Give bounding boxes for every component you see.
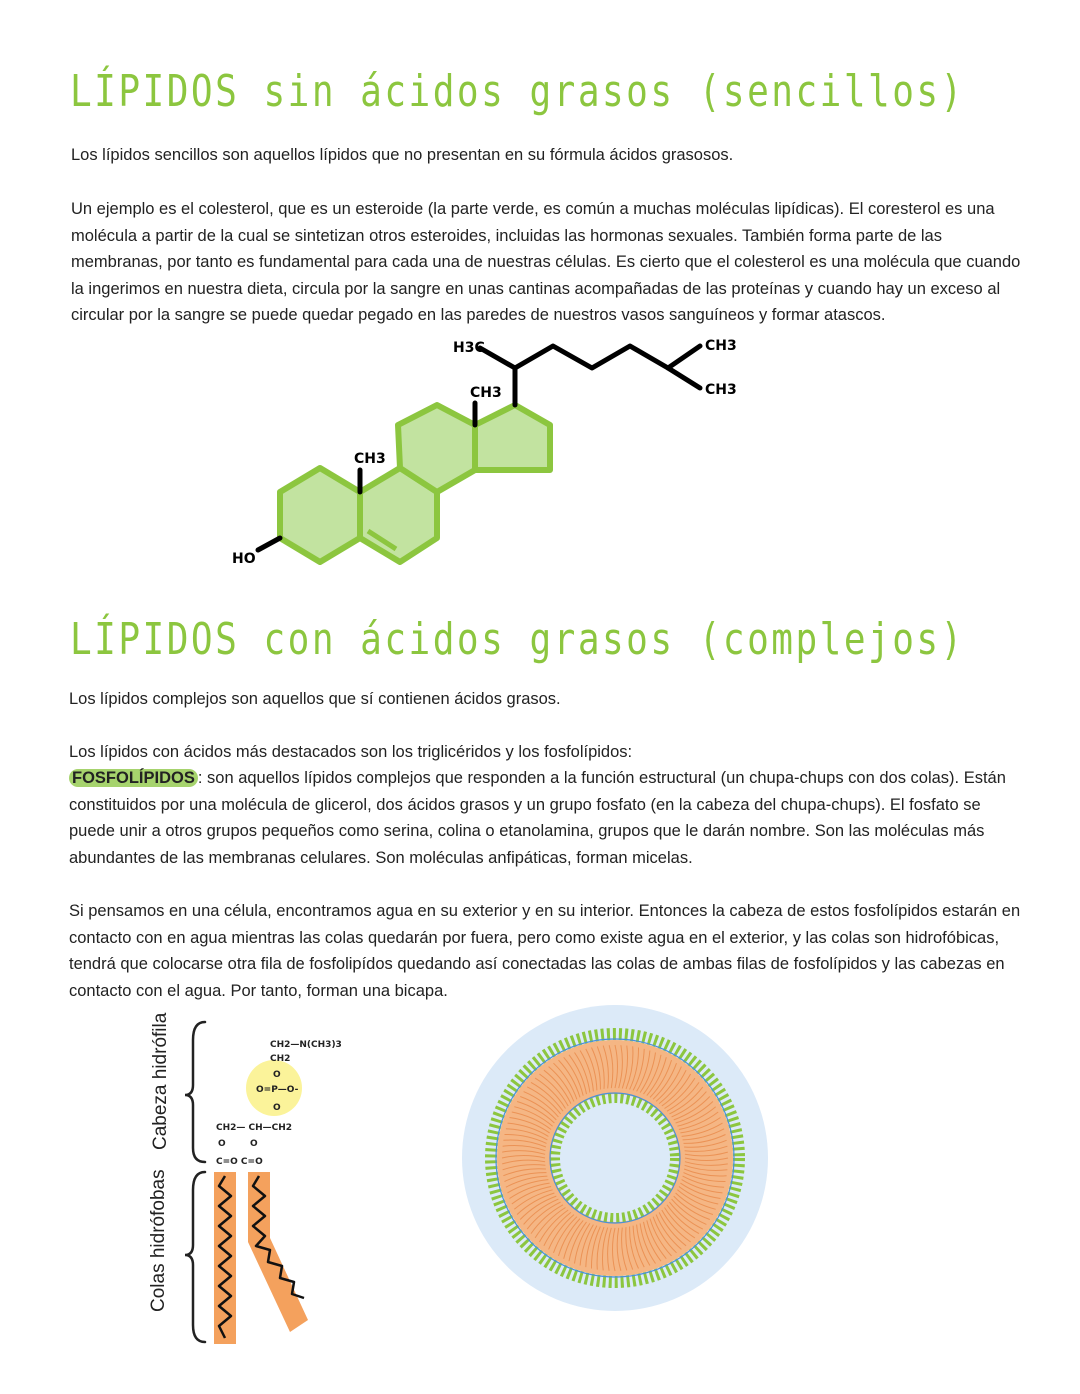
section2-bilayer-text: Si pensamos en una célula, encontramos agua en su exterior y en su interior. Entonces la cabeza de estos fosfolípidos estarán en contacto con en agua mientras las colas quedarán por fuera, pero como existe agua en el exterior, y las colas son hidrofóbicas, tendrá que colocarse otra fila de fosfolipídos quedando así conectadas las colas de ambas filas de fosfolípidos y las cabezas en contacto con el agua. Por tanto, forman una bicapa.	[69, 902, 1021, 1000]
ring-d	[475, 405, 550, 470]
label-h3c: H3C	[453, 340, 485, 356]
phospholipids-highlight: FOSFOLÍPIDOS	[69, 769, 198, 787]
label-ch3-c: CH3	[705, 338, 737, 354]
section2-lipids-list: Los lípidos con ácidos más destacados son los triglicéridos y los fosfolípidos:	[69, 743, 633, 761]
tail-2-band	[248, 1172, 308, 1332]
tail-1-band	[214, 1172, 236, 1344]
brace-tails	[185, 1172, 205, 1342]
formula-o4: O	[250, 1139, 258, 1149]
formula-o2: O	[273, 1103, 281, 1113]
formula-phosphate: O=P—O-	[256, 1085, 299, 1095]
formula-o1: O	[273, 1070, 281, 1080]
section1-title: LÍPIDOS sin ácidos grasos (sencillos)	[70, 66, 965, 117]
steroid-rings	[280, 405, 550, 562]
cholesterol-diagram	[0, 320, 1080, 590]
brace-head	[185, 1022, 205, 1162]
formula-o3: O	[218, 1139, 226, 1149]
label-ch3-b: CH3	[470, 385, 502, 401]
section2-intro: Los lípidos complejos son aquellos que sí contienen ácidos grasos.	[69, 690, 561, 708]
label-head-hydrophilic: Cabeza hidrófila	[150, 1012, 171, 1150]
formula-ch2: CH2	[270, 1054, 291, 1064]
label-tails-hydrophobic: Colas hidrófobas	[148, 1169, 169, 1312]
section2-title: LÍPIDOS con ácidos grasos (complejos)	[70, 614, 965, 665]
section1-intro: Los lípidos sencillos son aquellos lípidos que no presentan en su fórmula ácidos grasosos.	[71, 146, 734, 164]
bilayer-diagram	[460, 1003, 770, 1313]
label-ch3-a: CH3	[354, 451, 386, 467]
formula-choline: CH2—N(CH3)3	[270, 1040, 342, 1050]
section2-phospholipids-text	[69, 765, 1029, 871]
phospholipid-diagram	[180, 1015, 360, 1355]
braces	[185, 1022, 205, 1342]
formula-carbonyl: C=O C=O	[216, 1157, 263, 1167]
label-ch3-d: CH3	[705, 382, 737, 398]
ring-a	[280, 468, 360, 562]
formula-glycerol: CH2— CH—CH2	[216, 1123, 293, 1133]
label-ho: HO	[232, 551, 256, 567]
phospholipids-description: : son aquellos lípidos complejos que responden a la función estructural (un chupa-chups con dos colas). Están constituidos por una molécula de glicerol, dos ácidos grasos y un grupo fosfato (en la cabeza del chupa-chups). El fosfato se puede unir a otros grupos pequeños como serina, colina o etanolamina, grupos que le darán nombre. Son las moléculas más abundantes de las membranas celulares. Son moléculas anfipáticas, forman micelas.	[69, 769, 1006, 867]
section1-cholesterol-text: Un ejemplo es el colesterol, que es un esteroide (la parte verde, es común a muchas moléculas lipídicas). El coresterol es una molécula a partir de la cual se sintetizan otros esteroides, incluidas las hormonas sexuales. También forma parte de las membranas, por tanto es fundamental para cada una de nuestras células. Es cierto que el colesterol es una molécula que cuando la ingerimos en nuestra dieta, circula por la sangre en unas cantinas acompañadas de las proteínas y cuando hay un exceso al circular por la sangre se puede quedar pegado en las paredes de nuestros vasos sanguíneos y formar atascos.	[71, 200, 1021, 324]
